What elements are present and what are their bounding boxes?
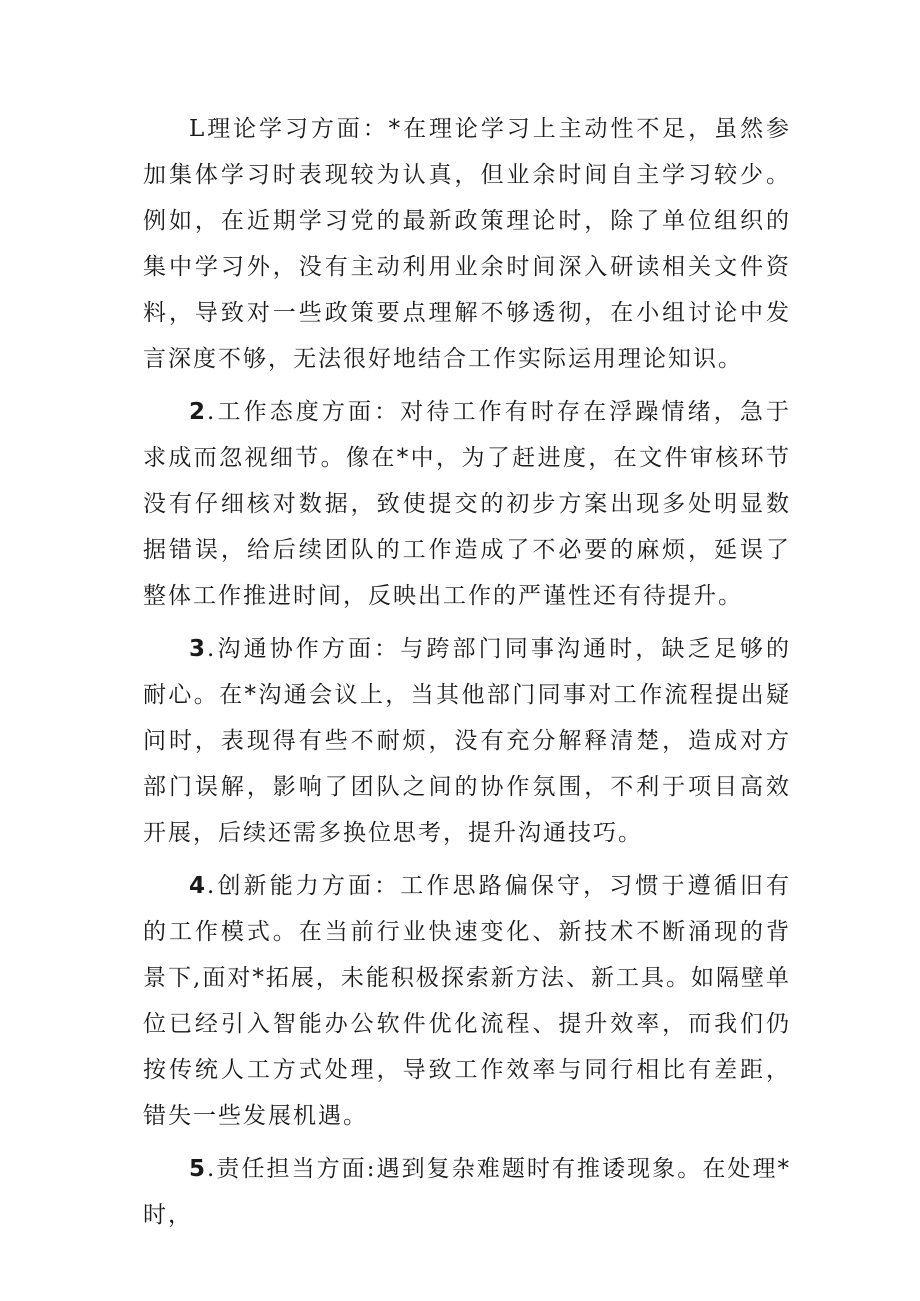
paragraph-theory-study	[143, 106, 791, 382]
paragraph-text: .工作态度方面：对待工作有时存在浮躁情绪，急于求成而忽视细节。像在*中，为了赶进度，在文件审核环节没有仔细核对数据，致使提交的初步方案出现多处明显数据错误，给后续团队的工作造成了不必要的麻烦，延误了整体工作推进时间，反映出工作的严谨性还有待提升。	[143, 399, 791, 609]
paragraph-number: 5	[189, 1156, 208, 1182]
paragraph-number: 2	[189, 399, 208, 425]
paragraph-number: 4	[189, 873, 208, 899]
paragraph-responsibility	[143, 1146, 791, 1238]
document-body	[143, 106, 791, 1245]
paragraph-text: .责任担当方面:遇到复杂难题时有推诿现象。在处理*时，	[143, 1156, 791, 1228]
paragraph-work-attitude	[143, 389, 791, 619]
paragraph-text: .沟通协作方面：与跨部门同事沟通时，缺乏足够的耐心。在*沟通会议上，当其他部门同事对工作流程提出疑问时，表现得有些不耐烦，没有充分解释清楚，造成对方部门误解，影响了团队之间的协作氛围，不利于项目高效开展，后续还需多换位思考，提升沟通技巧。	[143, 636, 791, 846]
paragraph-number: 3	[189, 636, 208, 662]
paragraph-text: L理论学习方面：*在理论学习上主动性不足，虽然参加集体学习时表现较为认真，但业余时间自主学习较少。例如，在近期学习党的最新政策理论时，除了单位组织的集中学习外，没有主动利用业余时间深入研读相关文件资料，导致对一些政策要点理解不够透彻，在小组讨论中发言深度不够，无法很好地结合工作实际运用理论知识。	[143, 116, 791, 372]
paragraph-innovation	[143, 863, 791, 1139]
paragraph-text: .创新能力方面：工作思路偏保守，习惯于遵循旧有的工作模式。在当前行业快速变化、新技术不断涌现的背景下,面对*拓展，未能积极探索新方法、新工具。如隔壁单位已经引入智能办公软件优化流程、提升效率，而我们仍按传统人工方式处理，导致工作效率与同行相比有差距，错失一些发展机遇。	[143, 873, 791, 1129]
paragraph-communication	[143, 626, 791, 856]
